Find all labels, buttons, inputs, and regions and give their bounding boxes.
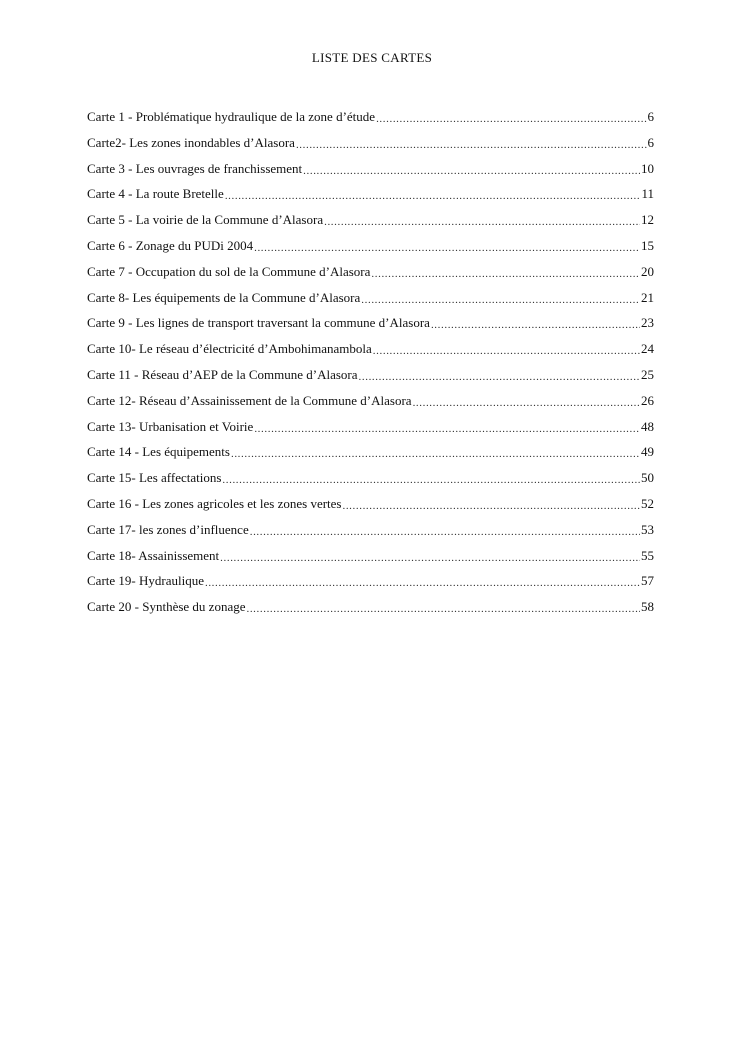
list-item[interactable] (87, 419, 654, 445)
entry-label: Carte 12- Réseau d’Assainissement de la Commune d’Alasora (87, 392, 412, 408)
entry-page-number: 49 (641, 444, 654, 460)
entry-page-number: 10 (641, 160, 654, 176)
list-item[interactable] (87, 315, 654, 341)
dot-leader (246, 600, 640, 616)
dot-leader (303, 162, 640, 178)
entry-label: Carte 20 - Synthèse du zonage (87, 599, 246, 615)
entry-label: Carte 16 - Les zones agricoles et les zones vertes (87, 495, 342, 511)
list-item[interactable] (87, 186, 654, 212)
dot-leader (296, 136, 647, 152)
list-item[interactable] (87, 264, 654, 290)
list-item[interactable] (87, 522, 654, 548)
dot-leader (205, 574, 640, 590)
list-item[interactable] (87, 599, 654, 625)
entry-page-number: 24 (641, 341, 654, 357)
entry-page-number: 12 (641, 212, 654, 228)
dot-leader (431, 316, 640, 332)
list-item[interactable] (87, 135, 654, 161)
list-item[interactable] (87, 548, 654, 574)
entry-label: Carte 19- Hydraulique (87, 573, 204, 589)
list-item[interactable] (87, 161, 654, 187)
dot-leader (376, 110, 646, 126)
dot-leader (250, 523, 640, 539)
dot-leader (342, 497, 640, 513)
dot-leader (225, 187, 641, 203)
list-item[interactable] (87, 367, 654, 393)
entry-page-number: 25 (641, 366, 654, 382)
entry-page-number: 20 (641, 263, 654, 279)
dot-leader (359, 368, 640, 384)
entry-page-number: 6 (647, 134, 654, 150)
list-of-maps (87, 109, 654, 625)
list-item[interactable] (87, 238, 654, 264)
entry-label: Carte 18- Assainissement (87, 547, 220, 563)
entry-label: Carte 10- Le réseau d’électricité d’Ambohimanambola (87, 341, 372, 357)
entry-page-number: 57 (641, 573, 654, 589)
entry-page-number: 48 (641, 418, 654, 434)
entry-page-number: 21 (641, 289, 654, 305)
entry-label: Carte 4 - La route Bretelle (87, 186, 224, 202)
entry-page-number: 53 (641, 521, 654, 537)
entry-page-number: 50 (641, 470, 654, 486)
entry-page-number: 58 (641, 599, 654, 615)
entry-label: Carte 13- Urbanisation et Voirie (87, 418, 254, 434)
entry-page-number: 52 (641, 495, 654, 511)
dot-leader (254, 420, 640, 436)
entry-label: Carte2- Les zones inondables d’Alasora (87, 134, 295, 150)
list-item[interactable] (87, 496, 654, 522)
entry-label: Carte 7 - Occupation du sol de la Commune d’Alasora (87, 263, 371, 279)
entry-label: Carte 3 - Les ouvrages de franchissement (87, 160, 303, 176)
dot-leader (413, 394, 640, 410)
entry-label: Carte 5 - La voirie de la Commune d’Alasora (87, 212, 324, 228)
entry-label: Carte 11 - Réseau d’AEP de la Commune d’Alasora (87, 366, 358, 382)
list-item[interactable] (87, 444, 654, 470)
list-item[interactable] (87, 393, 654, 419)
list-item[interactable] (87, 109, 654, 135)
dot-leader (371, 265, 640, 281)
entry-page-number: 23 (641, 315, 654, 331)
list-item[interactable] (87, 212, 654, 238)
dot-leader (373, 342, 640, 358)
dot-leader (361, 291, 640, 307)
entry-page-number: 55 (641, 547, 654, 563)
entry-page-number: 6 (647, 109, 654, 124)
page-title: LISTE DES CARTES (311, 50, 433, 65)
entry-label: Carte 14 - Les équipements (87, 444, 230, 460)
dot-leader (231, 445, 640, 461)
list-item[interactable] (87, 470, 654, 496)
entry-label: Carte 17- les zones d’influence (87, 521, 249, 537)
dot-leader (222, 471, 640, 487)
list-item[interactable] (87, 573, 654, 599)
entry-page-number: 15 (641, 237, 654, 253)
list-item[interactable] (87, 290, 654, 316)
dot-leader (324, 213, 640, 229)
entry-label: Carte 6 - Zonage du PUDi 2004 (87, 237, 254, 253)
entry-label: Carte 1 - Problématique hydraulique de la zone d’étude (87, 109, 376, 124)
entry-label: Carte 9 - Les lignes de transport traversant la commune d’Alasora (87, 315, 430, 331)
dot-leader (220, 549, 640, 565)
list-item[interactable] (87, 341, 654, 367)
entry-label: Carte 8- Les équipements de la Commune d’Alasora (87, 289, 361, 305)
entry-page-number: 26 (641, 392, 654, 408)
entry-page-number: 11 (641, 186, 654, 202)
dot-leader (254, 239, 640, 255)
entry-label: Carte 15- Les affectations (87, 470, 222, 486)
